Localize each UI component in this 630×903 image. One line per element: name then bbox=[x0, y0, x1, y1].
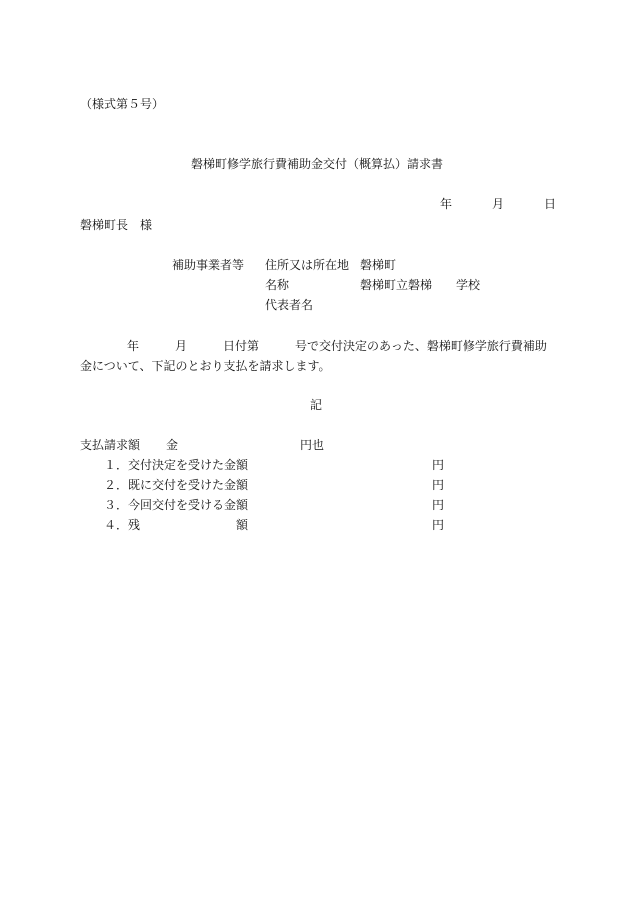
item-label-3: ３．今回交付を受ける金額 bbox=[104, 498, 249, 512]
date-day: 日 bbox=[544, 197, 557, 211]
date-line bbox=[440, 197, 556, 211]
name-label: 名称 bbox=[265, 278, 290, 292]
document-title: 磐梯町修学旅行費補助金交付（概算払）請求書 bbox=[191, 157, 444, 171]
claim-yen: 円也 bbox=[300, 438, 325, 452]
item-label-1: １．交付決定を受けた金額 bbox=[104, 458, 249, 472]
form-number: （様式第５号） bbox=[80, 97, 165, 111]
item-label-2: ２．既に交付を受けた金額 bbox=[104, 478, 249, 492]
item-unit-4: 円 bbox=[432, 518, 445, 532]
claim-kin: 金 bbox=[166, 438, 179, 452]
item-label-4: ４．残 bbox=[104, 518, 141, 532]
body-text-line-1: 年 月 日付第 号で交付決定のあった、磐梯町修学旅行費補助 bbox=[127, 339, 547, 353]
body-text-line-2: 金について、下記のとおり支払を請求します。 bbox=[80, 359, 331, 373]
item-unit-3: 円 bbox=[432, 498, 445, 512]
name-value: 磐梯町立磐梯 学校 bbox=[360, 278, 481, 292]
date-month: 月 bbox=[492, 197, 505, 211]
date-year: 年 bbox=[440, 197, 453, 211]
item-unit-2: 円 bbox=[432, 478, 445, 492]
address-label: 住所又は所在地 bbox=[265, 258, 350, 272]
representative-label: 代表者名 bbox=[265, 298, 314, 312]
ki-heading: 記 bbox=[310, 398, 323, 412]
addressee: 磐梯町長 様 bbox=[80, 218, 153, 232]
item-label-4-tail: 額 bbox=[236, 518, 249, 532]
item-unit-1: 円 bbox=[432, 458, 445, 472]
applicant-label: 補助事業者等 bbox=[172, 258, 245, 272]
claim-label: 支払請求額 bbox=[80, 438, 141, 452]
address-value: 磐梯町 bbox=[360, 258, 397, 272]
